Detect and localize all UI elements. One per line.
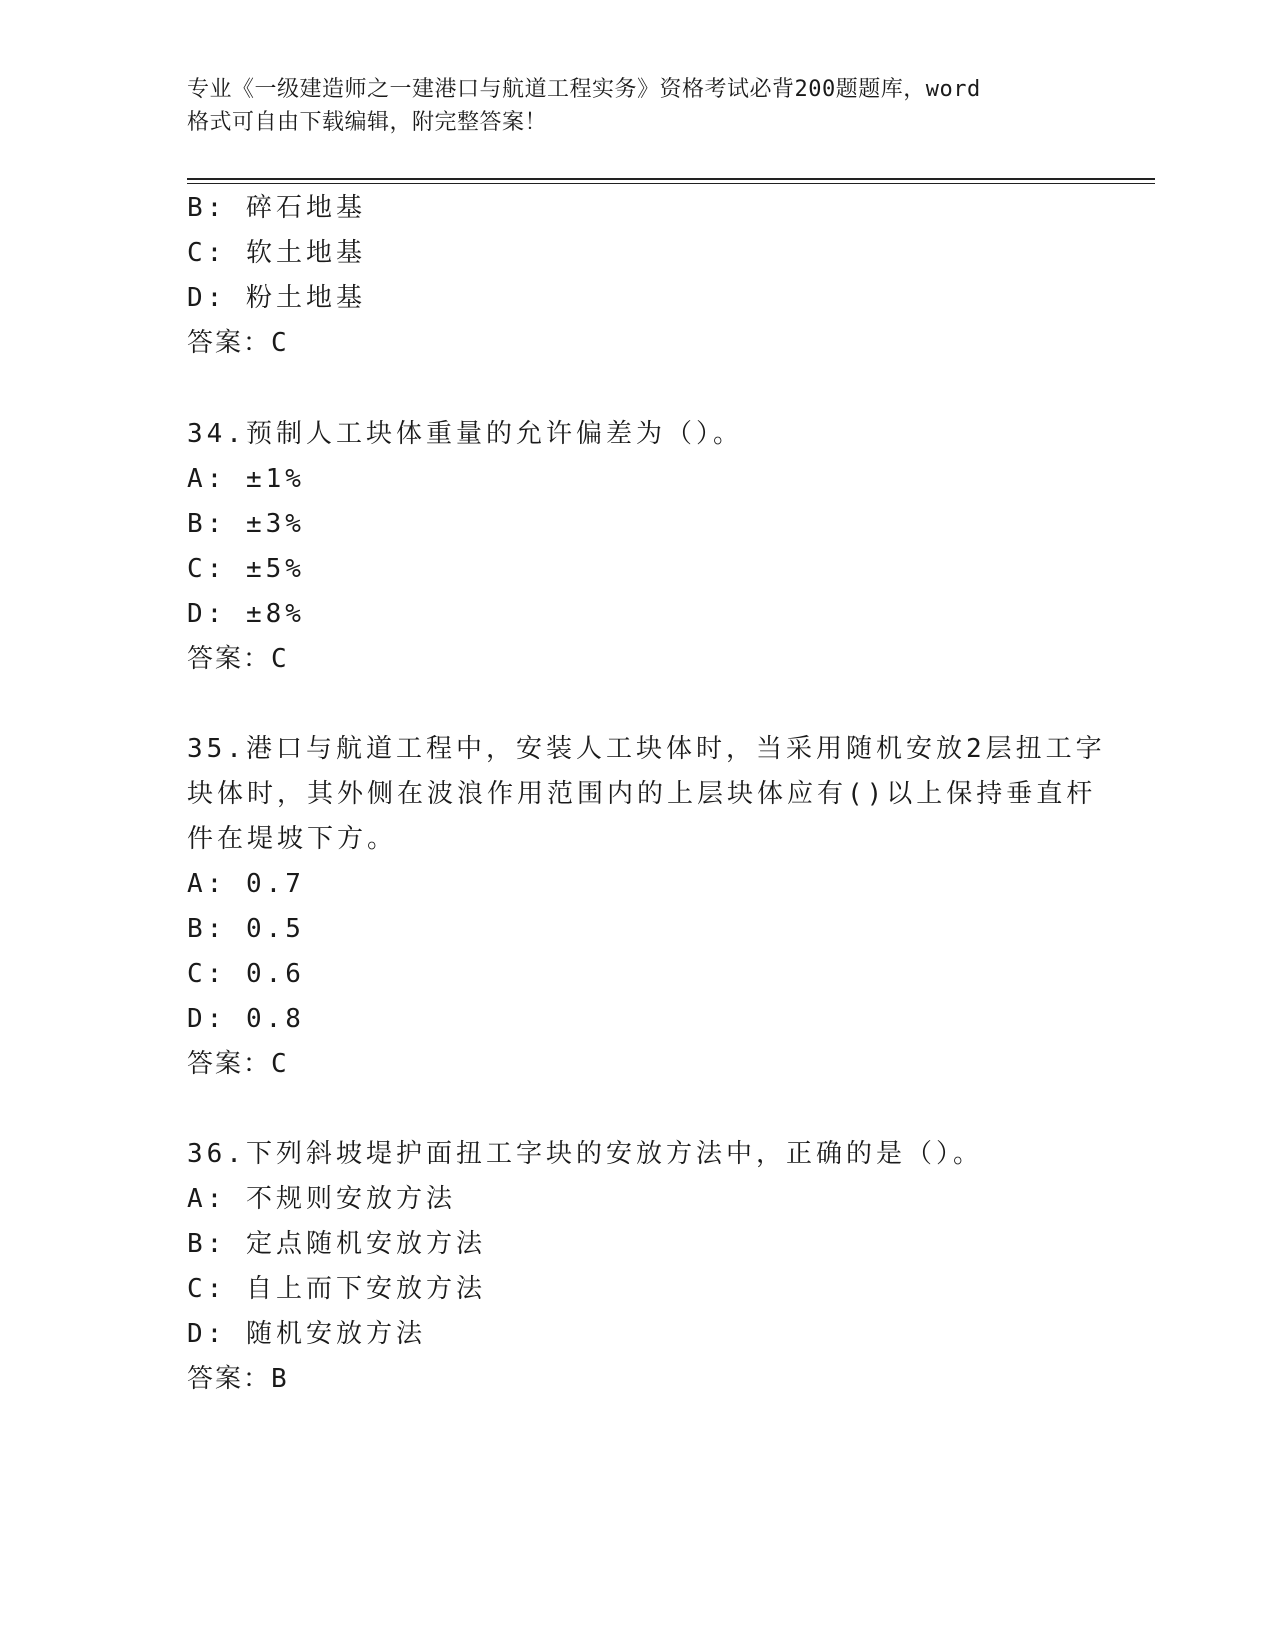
q35-option-c: C: 0.6 <box>187 959 305 989</box>
q36-option-d: D: 随机安放方法 <box>187 1319 426 1349</box>
q35-stem-line-2: 块体时，其外侧在波浪作用范围内的上层块体应有()以上保持垂直杆 <box>187 779 1097 809</box>
q34-stem: 34.预制人工块体重量的允许偏差为（）。 <box>187 419 743 449</box>
q33-option-c: C: 软土地基 <box>187 238 366 268</box>
q34-option-c: C: ±5% <box>187 554 305 584</box>
header-divider-thick <box>187 178 1155 180</box>
q36-option-b: B: 定点随机安放方法 <box>187 1229 486 1259</box>
q36-stem: 36.下列斜坡堤护面扭工字块的安放方法中，正确的是（）。 <box>187 1139 983 1169</box>
q36-answer: 答案：B <box>187 1364 289 1394</box>
q34-option-a: A: ±1% <box>187 464 305 494</box>
q35-option-d: D: 0.8 <box>187 1004 305 1034</box>
q34-option-d: D: ±8% <box>187 599 305 629</box>
q34-option-b: B: ±3% <box>187 509 305 539</box>
q33-option-b: B: 碎石地基 <box>187 193 366 223</box>
q36-option-c: C: 自上而下安放方法 <box>187 1274 486 1304</box>
header-line-1: 专业《一级建造师之一建港口与航道工程实务》资格考试必背200题题库，word <box>187 77 981 102</box>
q34-answer: 答案：C <box>187 644 289 674</box>
q33-answer: 答案：C <box>187 328 289 358</box>
document-header <box>187 73 1087 139</box>
q33-option-d: D: 粉土地基 <box>187 283 366 313</box>
header-divider-thin <box>187 183 1155 184</box>
q35-option-b: B: 0.5 <box>187 914 305 944</box>
q35-stem-line-3: 件在堤坡下方。 <box>187 824 398 854</box>
q35-stem-line-1: 35.港口与航道工程中，安装人工块体时，当采用随机安放2层扭工字 <box>187 734 1106 764</box>
q35-answer: 答案：C <box>187 1049 289 1079</box>
header-line-2: 格式可自由下载编辑，附完整答案！ <box>187 110 548 135</box>
q35-option-a: A: 0.7 <box>187 869 305 899</box>
q36-option-a: A: 不规则安放方法 <box>187 1184 456 1214</box>
